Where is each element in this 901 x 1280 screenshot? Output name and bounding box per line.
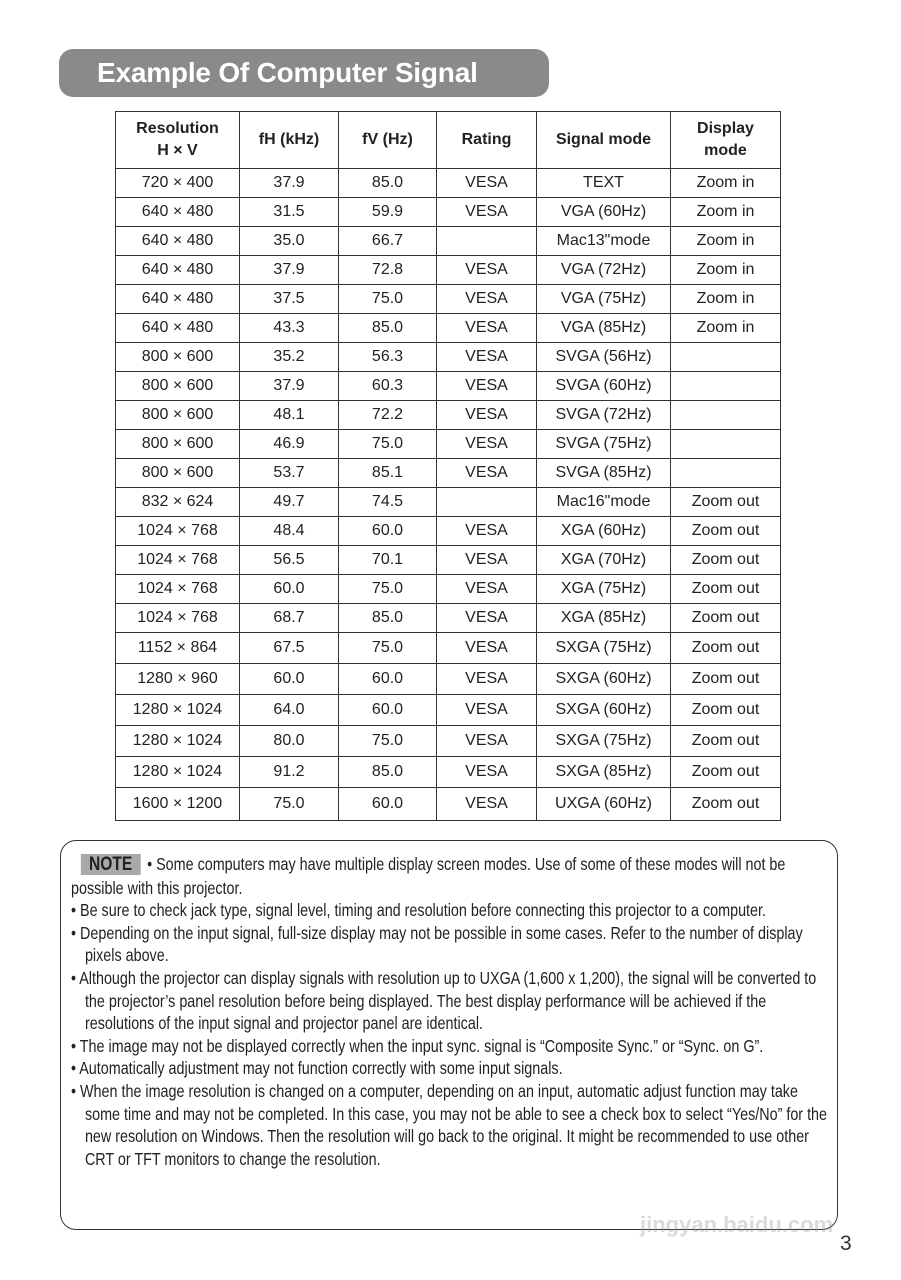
column-header [437,112,537,169]
column-header-line: Signal mode [555,131,652,148]
note-bullet: • Automatically adjustment may not function correctly with some input signals. [71,1058,563,1079]
note-bullet: • Although the projector can display signals with resolution up to UXGA (1,600 x 1,200), the signal will be converted to the projector’s panel resolution before being displayed. The best display performance will be achieved if the resolutions of the input signal and projector panel are identical. [71,967,817,1034]
table-cell: XGA (70Hz) [537,546,671,575]
table-row [116,575,781,604]
table-cell: 91.2 [240,757,339,788]
table-cell: SVGA (60Hz) [537,372,671,401]
table-cell: Zoom in [671,169,781,198]
table-cell: 60.0 [240,664,339,695]
table-row [116,788,781,821]
table-cell: 720 × 400 [116,169,240,198]
table-row [116,430,781,459]
table-cell: 66.7 [339,227,437,256]
column-header-line: Display [697,120,754,137]
table-cell: 68.7 [240,604,339,633]
table-cell: VESA [437,198,537,227]
table-row [116,343,781,372]
table-cell: 48.4 [240,517,339,546]
table-cell: 70.1 [339,546,437,575]
table-cell: 1280 × 960 [116,664,240,695]
table-row [116,757,781,788]
column-header [671,112,781,169]
table-row [116,372,781,401]
table-cell: 37.9 [240,256,339,285]
table-cell: 85.0 [339,169,437,198]
table-cell: 1280 × 1024 [116,695,240,726]
watermark: jingyan.baidu.com [640,1212,834,1237]
table-cell: 1024 × 768 [116,575,240,604]
table-cell: Zoom in [671,285,781,314]
table-row [116,256,781,285]
table-cell: 48.1 [240,401,339,430]
table-row [116,664,781,695]
table-cell: VESA [437,169,537,198]
table-cell: 800 × 600 [116,459,240,488]
table-row [116,198,781,227]
table-cell: VESA [437,604,537,633]
table-cell: SXGA (60Hz) [537,695,671,726]
table-cell: SXGA (85Hz) [537,757,671,788]
note-first-paragraph [71,853,831,899]
table-row [116,459,781,488]
table-cell: Zoom out [671,546,781,575]
table-cell: 72.2 [339,401,437,430]
table-cell: VESA [437,664,537,695]
table-cell: 640 × 480 [116,256,240,285]
table-cell: 1280 × 1024 [116,726,240,757]
table-cell: 85.0 [339,314,437,343]
table-row [116,227,781,256]
table-cell: 60.3 [339,372,437,401]
table-cell: XGA (60Hz) [537,517,671,546]
table-cell [671,459,781,488]
table-cell: VESA [437,695,537,726]
table-row [116,695,781,726]
table-cell: Zoom out [671,695,781,726]
table-cell: 60.0 [339,695,437,726]
table-cell: 832 × 624 [116,488,240,517]
table-cell: SXGA (60Hz) [537,664,671,695]
table-cell: VESA [437,633,537,664]
table-cell: 35.2 [240,343,339,372]
table-cell [671,372,781,401]
table-cell: VESA [437,459,537,488]
table-cell: 1280 × 1024 [116,757,240,788]
table-cell: SXGA (75Hz) [537,726,671,757]
table-cell: 640 × 480 [116,198,240,227]
table-cell: SVGA (75Hz) [537,430,671,459]
table-cell: 85.1 [339,459,437,488]
table-cell: SXGA (75Hz) [537,633,671,664]
table-cell: VESA [437,314,537,343]
table-cell: 49.7 [240,488,339,517]
table-cell: 75.0 [339,430,437,459]
table-cell: 75.0 [339,575,437,604]
table-cell: 37.9 [240,372,339,401]
note-box [60,840,838,1230]
table-cell: Zoom out [671,575,781,604]
column-header-line: fV (Hz) [362,131,413,148]
table-cell: VESA [437,575,537,604]
note-label: NOTE [81,854,141,875]
table-cell: UXGA (60Hz) [537,788,671,821]
table-cell: 75.0 [240,788,339,821]
table-cell: VESA [437,285,537,314]
table-cell: 1152 × 864 [116,633,240,664]
table-cell [437,488,537,517]
note-bullet: • When the image resolution is changed on a computer, depending on an input, automatic adjust function may take some time and may not be completed. In this case, you may not be able to see a check box to select “Yes/No” for the new resolution on Windows. Then the resolution will go back to the original. It might be recommended to use other CRT or TFT monitors to change the resolution. [71,1080,828,1169]
table-cell: 800 × 600 [116,372,240,401]
computer-signal-table [115,111,781,821]
table-cell: Zoom out [671,788,781,821]
table-cell: Zoom out [671,633,781,664]
table-cell: Mac16"mode [537,488,671,517]
table-cell: Zoom out [671,488,781,517]
table-cell: 43.3 [240,314,339,343]
page-number: 3 [840,1232,852,1255]
table-cell: SVGA (56Hz) [537,343,671,372]
table-cell: 56.5 [240,546,339,575]
table-cell: Zoom in [671,256,781,285]
table-cell: 74.5 [339,488,437,517]
table-cell: 60.0 [339,517,437,546]
table-row [116,633,781,664]
column-header [240,112,339,169]
note-bullet: • The image may not be displayed correctly when the input sync. signal is “Composite Sync.” or “Sync. on G”. [71,1035,764,1056]
table-cell: SVGA (72Hz) [537,401,671,430]
table-cell: 72.8 [339,256,437,285]
table-row [116,726,781,757]
table-cell: 46.9 [240,430,339,459]
table-cell: 67.5 [240,633,339,664]
table-cell: XGA (75Hz) [537,575,671,604]
table-cell: VESA [437,517,537,546]
column-header [537,112,671,169]
column-header [116,112,240,169]
table-cell: VESA [437,401,537,430]
table-cell: 1024 × 768 [116,517,240,546]
table-cell: Zoom in [671,198,781,227]
table-cell: 37.5 [240,285,339,314]
table-cell: VGA (75Hz) [537,285,671,314]
table-cell: Zoom out [671,517,781,546]
table-cell: Zoom out [671,726,781,757]
table-row [116,169,781,198]
table-cell: 1600 × 1200 [116,788,240,821]
note-bullet: • Depending on the input signal, full-size display may not be possible in some cases. Refer to the number of display pixels above. [71,922,803,966]
table-cell [671,430,781,459]
table-cell: VESA [437,343,537,372]
table-cell: 75.0 [339,633,437,664]
column-header-line: fH (kHz) [258,131,320,148]
column-header-line: Rating [461,131,512,148]
table-cell: VGA (85Hz) [537,314,671,343]
column-header [339,112,437,169]
table-cell: 800 × 600 [116,430,240,459]
table-cell: VESA [437,546,537,575]
table-cell: 56.3 [339,343,437,372]
table-cell: 80.0 [240,726,339,757]
table-cell: 1024 × 768 [116,604,240,633]
table-cell: Zoom in [671,227,781,256]
table-cell: 640 × 480 [116,314,240,343]
table-cell: 85.0 [339,757,437,788]
table-cell: VESA [437,372,537,401]
table-cell: 75.0 [339,285,437,314]
note-first-text: • Some computers may have multiple display screen modes. Use of some of these modes will not be possible with this projector. [71,854,786,898]
table-cell: 800 × 600 [116,343,240,372]
table-cell: Zoom out [671,604,781,633]
table-cell: 64.0 [240,695,339,726]
table-cell: Zoom out [671,664,781,695]
table-row [116,401,781,430]
table-row [116,285,781,314]
table-cell: VESA [437,757,537,788]
table-cell: VGA (72Hz) [537,256,671,285]
column-header-line: H × V [157,142,198,159]
column-header-line: mode [704,142,747,159]
section-title-bar [59,49,549,97]
section-title: Example Of Computer Signal [97,57,478,88]
table-row [116,517,781,546]
table-cell: 31.5 [240,198,339,227]
table-cell: 640 × 480 [116,227,240,256]
table-cell: Zoom out [671,757,781,788]
table-cell: TEXT [537,169,671,198]
note-bullet: • Be sure to check jack type, signal level, timing and resolution before connecting this projector to a computer. [71,900,767,921]
table-cell: VGA (60Hz) [537,198,671,227]
table-cell: Zoom in [671,314,781,343]
table-cell: 1024 × 768 [116,546,240,575]
table-cell: 60.0 [240,575,339,604]
table-cell: SVGA (85Hz) [537,459,671,488]
table-row [116,488,781,517]
table-cell: 60.0 [339,788,437,821]
table-row [116,604,781,633]
table-cell: VESA [437,256,537,285]
table-header-row [116,112,781,169]
table-cell: Mac13"mode [537,227,671,256]
table-cell: 53.7 [240,459,339,488]
table-cell: 85.0 [339,604,437,633]
table-cell: VESA [437,788,537,821]
column-header-line: Resolution [136,120,219,137]
table-cell: 35.0 [240,227,339,256]
table-cell [437,227,537,256]
table-cell [671,401,781,430]
table-cell: 800 × 600 [116,401,240,430]
table-cell: 60.0 [339,664,437,695]
table-cell: 75.0 [339,726,437,757]
table-cell [671,343,781,372]
table-row [116,314,781,343]
table-cell: 59.9 [339,198,437,227]
table-row [116,546,781,575]
table-cell: XGA (85Hz) [537,604,671,633]
table-cell: 37.9 [240,169,339,198]
table-cell: 640 × 480 [116,285,240,314]
table-cell: VESA [437,726,537,757]
table-cell: VESA [437,430,537,459]
